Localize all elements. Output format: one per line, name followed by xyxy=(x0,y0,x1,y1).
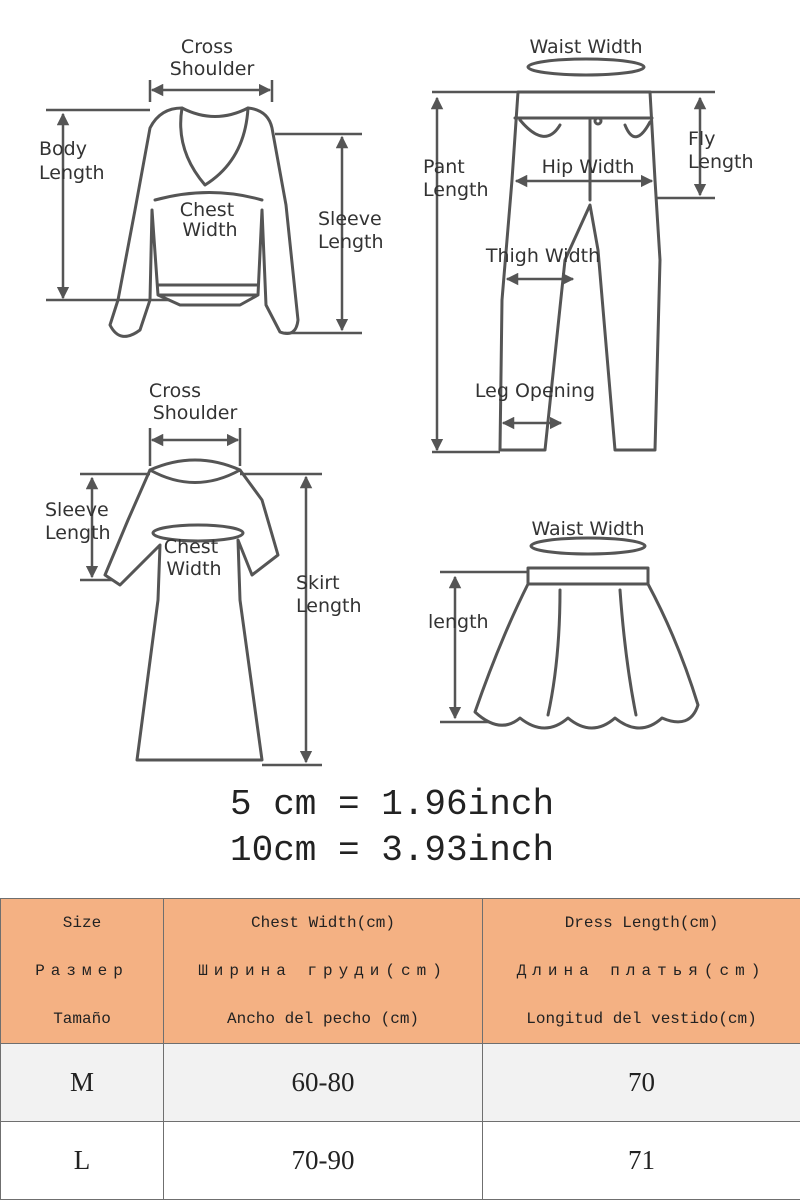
skirt-waist-width-label: Waist Width xyxy=(531,518,644,540)
table-row xyxy=(1,1122,800,1200)
shirt-chest-width-label: Chest Width xyxy=(180,199,240,241)
header-dress-length: Dress Length(cm) Длина платья(cm) Longitud del vestido(cm) xyxy=(483,899,800,1044)
cell-chest-width: 70-90 xyxy=(164,1122,483,1200)
shirt-cross-shoulder-label: Cross Shoulder xyxy=(170,36,255,80)
dress-skirt-length-label: Skirt Length xyxy=(296,572,362,617)
cell-size: M xyxy=(1,1044,164,1122)
pants-hip-width-label: Hip Width xyxy=(542,156,635,178)
shirt-body-length-label: Body Length xyxy=(39,138,105,184)
size-table xyxy=(0,898,800,1200)
header-size: Size Размер Tamaño xyxy=(1,899,164,1044)
cell-dress-length: 70 xyxy=(483,1044,800,1122)
cell-chest-width: 60-80 xyxy=(164,1044,483,1122)
dress-sleeve-length-label: Sleeve Length xyxy=(45,499,115,544)
table-row xyxy=(1,1044,800,1122)
table-header-row xyxy=(1,899,800,1044)
pants-fly-length-label: Fly Length xyxy=(688,128,754,173)
pants-leg-opening-label: Leg Opening xyxy=(475,380,595,402)
dress-cross-shoulder-label: Cross Shoulder xyxy=(149,380,238,424)
dress-dimension-lines xyxy=(80,428,322,765)
pants-thigh-width-label: Thigh Width xyxy=(485,245,600,267)
cell-dress-length: 71 xyxy=(483,1122,800,1200)
header-chest-width: Chest Width(cm) Ширина груди(cm) Ancho del pecho (cm) xyxy=(164,899,483,1044)
conversion-line-2: 10cm = 3.93inch xyxy=(230,828,650,874)
pants-pant-length-label: Pant Length xyxy=(423,156,489,201)
skirt-dimension-lines xyxy=(440,572,528,722)
skirt-length-label: length xyxy=(428,611,489,633)
skirt-sketch xyxy=(475,538,698,728)
dress-chest-width-label: Chest Width xyxy=(164,536,224,580)
dress-sketch xyxy=(105,460,278,760)
shirt-sleeve-length-label: Sleeve Length xyxy=(318,208,388,253)
conversion-line-1: 5 cm = 1.96inch xyxy=(230,782,650,828)
cell-size: L xyxy=(1,1122,164,1200)
pants-waist-width-label: Waist Width xyxy=(529,36,642,58)
